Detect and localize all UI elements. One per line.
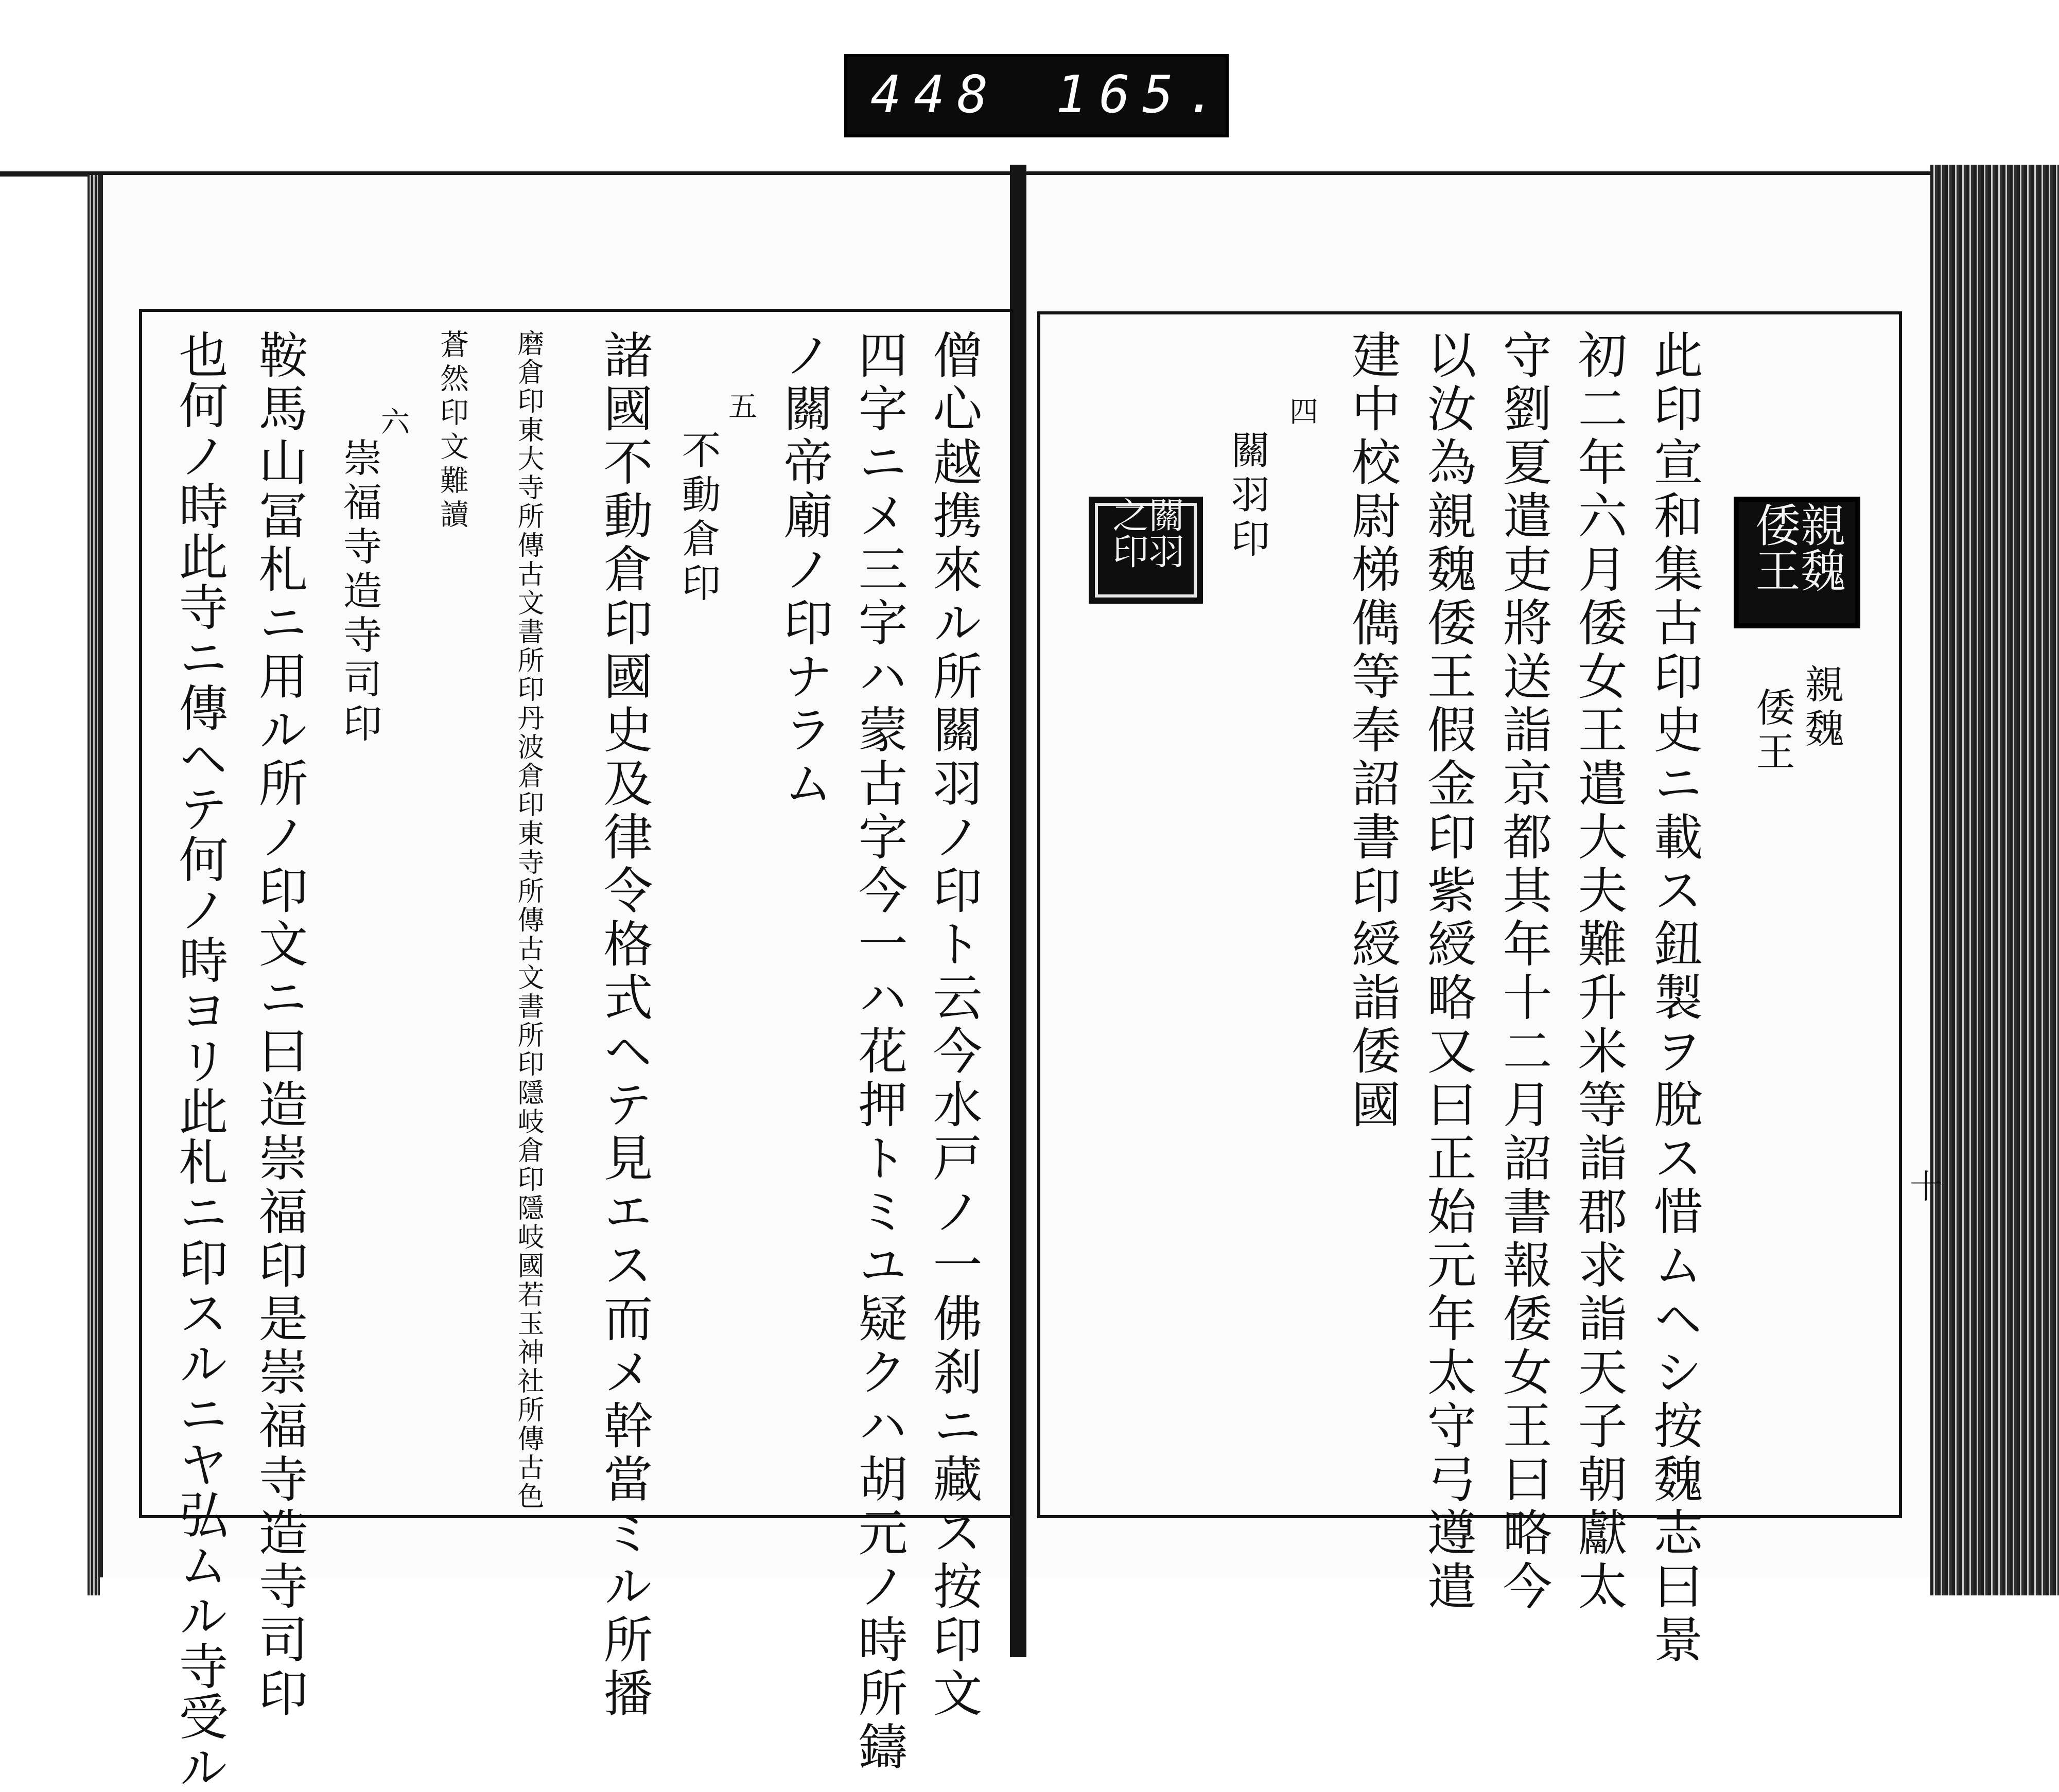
right-text-column-2: 初二年六月倭女王遣大夫難升米等詣郡求詣天子朝獻太: [1570, 329, 1628, 1614]
right-text-column-1: 此印宣和集古印史ニ載ス鈕製ヲ脫ス惜ムヘシ按魏志曰景: [1646, 329, 1703, 1667]
catalog-label: [844, 54, 1229, 137]
item-6-title: 崇福寺造寺司印: [337, 437, 382, 747]
left-text-column-2: 四字ニメ三字ハ蒙古字今一ハ花押トミユ疑クハ胡元ノ時所鑄: [850, 329, 908, 1775]
label-number-right: 165.: [1056, 64, 1229, 125]
left-text-column-3: ノ關帝廟ノ印ナラム: [776, 329, 833, 811]
item-6-number: 六: [376, 407, 410, 441]
page-mark: 十: [1910, 1168, 1943, 1206]
item-4-title: 關羽印: [1225, 430, 1270, 563]
item-4-number: 四: [1285, 396, 1318, 430]
item-5-column-3: 蒼然印文難讀: [435, 329, 469, 533]
item-6-column-1: 鞍馬山冨札ニ用ル所ノ印文ニ曰造崇福印是崇福寺造寺司印: [251, 329, 308, 1721]
right-text-column-4: 以汝為親魏倭王假金印紫綬略又曰正始元年太守弓遵遣: [1419, 329, 1477, 1614]
label-number-left: 448: [870, 64, 1001, 125]
item-5-title: 不動倉印: [675, 430, 721, 607]
item-5-number: 五: [724, 391, 757, 425]
seal-1-caption-b: 倭王: [1750, 687, 1795, 776]
item-6-column-2: 也何ノ時此寺ニ傳ヘテ何ノ時ヨリ此札ニ印スルニヤ弘ムル寺受ル: [171, 329, 229, 1792]
item-5-column-1: 諸國不動倉印國史及律令格式ヘテ見エス而メ幹當ミル所播: [596, 329, 653, 1721]
right-page-stack: [1930, 165, 2059, 1595]
seal-1-caption-a: 親魏: [1799, 664, 1844, 752]
right-text-column-5: 建中校尉梯儁等奉詔書印綬詣倭國: [1343, 329, 1401, 1132]
item-5-column-2: 磨倉印東大寺所傳古文書所印丹波倉印東寺所傳古文書所印隱岐倉印隱岐國若玉神社所傳古色: [513, 329, 544, 1511]
left-text-column-1: 僧心越携來ル所關羽ノ印ト云今水戸ノ一佛刹ニ藏ス按印文: [925, 329, 983, 1721]
seal-image-1: 親魏倭王: [1734, 497, 1860, 628]
seal-image-2: 關羽之印: [1089, 497, 1203, 604]
right-text-column-3: 守劉夏遣吏將送詣京都其年十二月詔書報倭女王曰略今: [1495, 329, 1552, 1614]
